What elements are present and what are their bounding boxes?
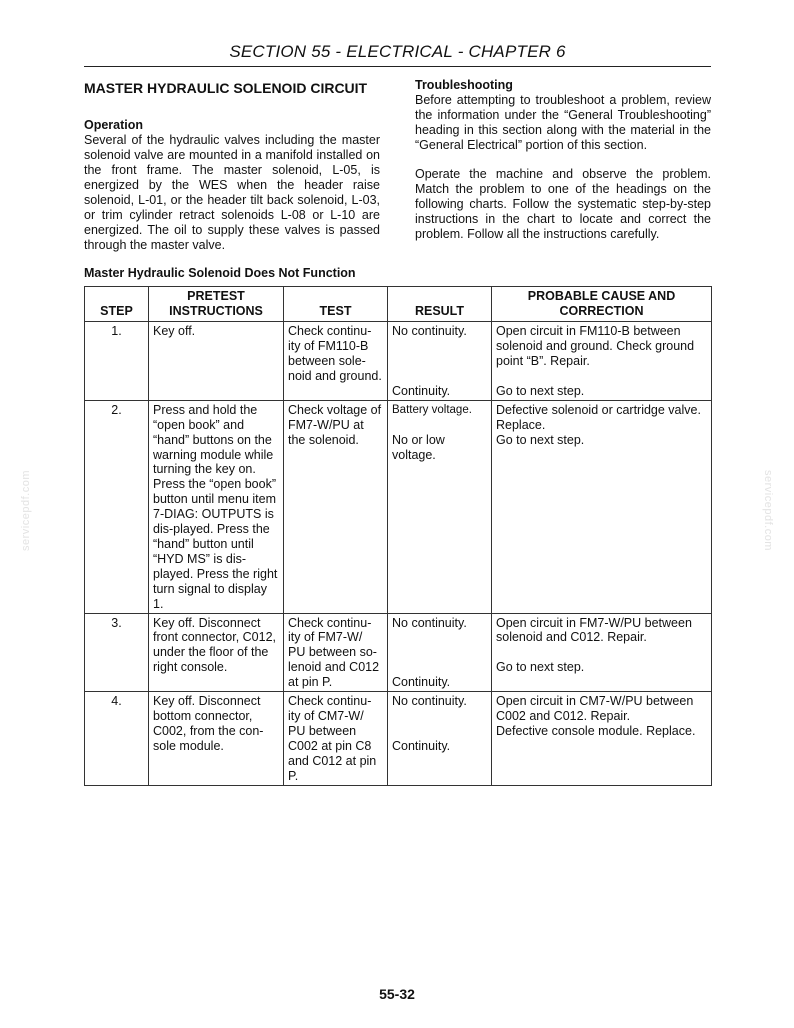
cause-cell <box>492 322 712 401</box>
step-cell: 1. <box>85 322 149 401</box>
table-row <box>85 692 712 785</box>
spacer <box>392 709 487 739</box>
test-cell: Check continu-ity of FM110-B between sole-noid and ground. <box>284 322 388 401</box>
result-a: No continuity. <box>392 324 467 338</box>
result-b: No or low voltage. <box>392 432 445 462</box>
header-result: RESULT <box>388 287 492 322</box>
table-row <box>85 613 712 692</box>
operation-heading: Operation <box>84 118 144 132</box>
cause-cell <box>492 400 712 613</box>
result-b: Continuity. <box>392 383 451 398</box>
troubleshooting-paragraph-2: Operate the machine and observe the problem. Match the problem to one of the headings on the following charts. Follow the systematic step-by-step instructions in the chart to locate and correct the problem. Follow all the instructions carefully. <box>415 167 711 241</box>
page-number: 55-32 <box>379 986 415 1002</box>
cause-a: Open circuit in FM110-B between solenoid and ground. Check ground point “B”. Repair. <box>496 324 695 368</box>
result-cell <box>388 613 492 692</box>
spacer <box>496 645 707 660</box>
cause-a: Open circuit in CM7-W/PU between C002 and C012. Repair. <box>496 694 694 724</box>
result-a: Battery voltage. <box>392 403 472 416</box>
pretest-cell: Press and hold the “open book” and “hand” buttons on the warning module while turning the key on. Press the “open book” button until menu item 7-DIAG: OUTPUTS is dis-played. Press the “hand” button until “HYD MS” is dis-played. Press the right turn signal to display 1. <box>149 400 284 613</box>
result-b: Continuity. <box>392 739 451 754</box>
troubleshooting-heading: Troubleshooting <box>415 78 513 92</box>
troubleshooting-table <box>84 286 712 786</box>
test-cell: Check voltage of FM7-W/PU at the solenoid. <box>284 400 388 613</box>
cause-cell <box>492 692 712 785</box>
cause-b: Defective console module. Replace. <box>496 724 696 739</box>
step-cell: 2. <box>85 400 149 613</box>
step-cell: 3. <box>85 613 149 692</box>
test-cell: Check continu-ity of CM7-W/ PU between C002 at pin C8 and C012 at pin P. <box>284 692 388 785</box>
right-column <box>415 78 711 242</box>
cause-b: Go to next step. <box>496 383 585 398</box>
test-cell: Check continu-ity of FM7-W/ PU between so-lenoid and C012 at pin P. <box>284 613 388 692</box>
watermark-right: servicepdf.com <box>762 470 774 551</box>
spacer <box>496 369 707 384</box>
pretest-cell: Key off. Disconnect front connector, C012, under the floor of the right console. <box>149 613 284 692</box>
left-column <box>84 79 380 253</box>
header-pretest: PRETEST INSTRUCTIONS <box>149 287 284 322</box>
result-b: Continuity. <box>392 675 451 690</box>
spacer <box>392 339 487 384</box>
pretest-cell: Key off. <box>149 322 284 401</box>
table-header-row <box>85 287 712 322</box>
header-cause: PROBABLE CAUSE AND CORRECTION <box>492 287 712 322</box>
header-rule <box>84 66 711 67</box>
header-step: STEP <box>85 287 149 322</box>
troubleshooting-paragraph-1: Before attempting to troubleshoot a problem, review the information under the “General Troubleshooting” heading in this section along with the material in the “General Electrical” portion of this section. <box>415 93 711 152</box>
watermark-left: servicepdf.com <box>20 470 32 551</box>
spacer <box>392 418 487 433</box>
cause-cell <box>492 613 712 692</box>
header-test: TEST <box>284 287 388 322</box>
result-a: No continuity. <box>392 694 467 709</box>
table-row <box>85 322 712 401</box>
result-cell <box>388 692 492 785</box>
operation-text: Several of the hydraulic valves including the master solenoid valve are mounted in a manifold installed on the front frame. The master solenoid, L-05, is energized by the WES when the header raise solenoid, L-01, or the header tilt back solenoid, L-03, or trim cylinder retract solenoids L-08 or L-10 are energized. The oil to supply these valves is passed through the master valve. <box>84 133 380 252</box>
spacer <box>392 630 487 675</box>
result-cell <box>388 400 492 613</box>
result-cell <box>388 322 492 401</box>
section-header: SECTION 55 - ELECTRICAL - CHAPTER 6 <box>229 42 566 61</box>
section-title: MASTER HYDRAULIC SOLENOID CIRCUIT <box>84 80 368 96</box>
step-cell: 4. <box>85 692 149 785</box>
cause-b: Go to next step. <box>496 660 585 675</box>
table-row <box>85 400 712 613</box>
cause-b: Go to next step. <box>496 432 585 447</box>
cause-a: Defective solenoid or cartridge valve. Replace. <box>496 402 701 432</box>
cause-a: Open circuit in FM7-W/PU between solenoid and C012. Repair. <box>496 615 692 645</box>
result-a: No continuity. <box>392 615 467 630</box>
table-caption: Master Hydraulic Solenoid Does Not Function <box>84 266 356 280</box>
pretest-cell: Key off. Disconnect bottom connector, C002, from the con-sole module. <box>149 692 284 785</box>
